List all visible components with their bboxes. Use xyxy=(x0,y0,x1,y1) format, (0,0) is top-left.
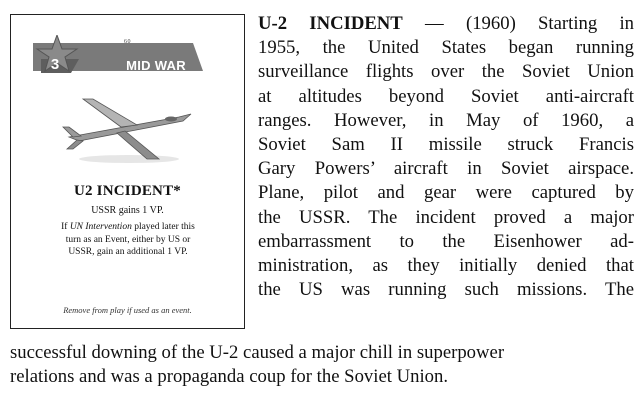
rule-line1-rest: played later this xyxy=(131,222,195,232)
article-line: relations and was a propaganda coup for the Soviet Union. xyxy=(10,366,448,388)
article-body xyxy=(258,12,634,302)
card-remove-text: Remove from play if used as an event. xyxy=(63,305,192,315)
article-line: ministration, as they initially denied that xyxy=(258,255,634,277)
article-line: ranges. However, in May of 1960, a xyxy=(258,109,634,131)
article-line: Gary Powers’ aircraft in Soviet airspace. xyxy=(258,158,634,180)
article-line: the USSR. The incident proved a major xyxy=(258,206,634,228)
article-line: the US was running such missions. The xyxy=(258,279,634,301)
period-label: MID WAR xyxy=(126,58,186,73)
article-line: successful downing of the U-2 caused a major chill in superpower xyxy=(10,342,505,363)
article-line: embarrassment to the Eisenhower ad- xyxy=(258,230,634,252)
article-line: U-2 INCIDENT — (1960) Starting in xyxy=(258,13,634,34)
period-number: 60 xyxy=(124,39,131,45)
card-rule-text xyxy=(29,221,227,259)
article-line: Plane, pilot and gear were captured by xyxy=(258,182,634,204)
card-vp-text: USSR gains 1 VP. xyxy=(91,205,164,216)
article-line: 1955, the United States began running xyxy=(258,37,634,59)
rule-line3: USSR, gain an additional 1 VP. xyxy=(68,247,188,257)
event-card xyxy=(10,14,245,329)
rule-line2: turn as an Event, either by US or xyxy=(65,234,191,245)
ops-value: 3 xyxy=(50,56,60,73)
rule-event-ref: UN Intervention xyxy=(69,222,132,232)
card-title: U2 INCIDENT* xyxy=(74,183,181,199)
article-tail xyxy=(10,341,634,389)
article-line: at altitudes beyond Soviet anti-aircraft xyxy=(258,85,634,107)
article-heading: U-2 INCIDENT xyxy=(258,13,403,34)
plane-icon xyxy=(59,87,199,167)
article-line: surveillance flights over the Soviet Union xyxy=(258,61,634,83)
article-line: Soviet Sam II missile struck Francis xyxy=(258,134,634,156)
rule-prefix: If xyxy=(61,222,70,232)
